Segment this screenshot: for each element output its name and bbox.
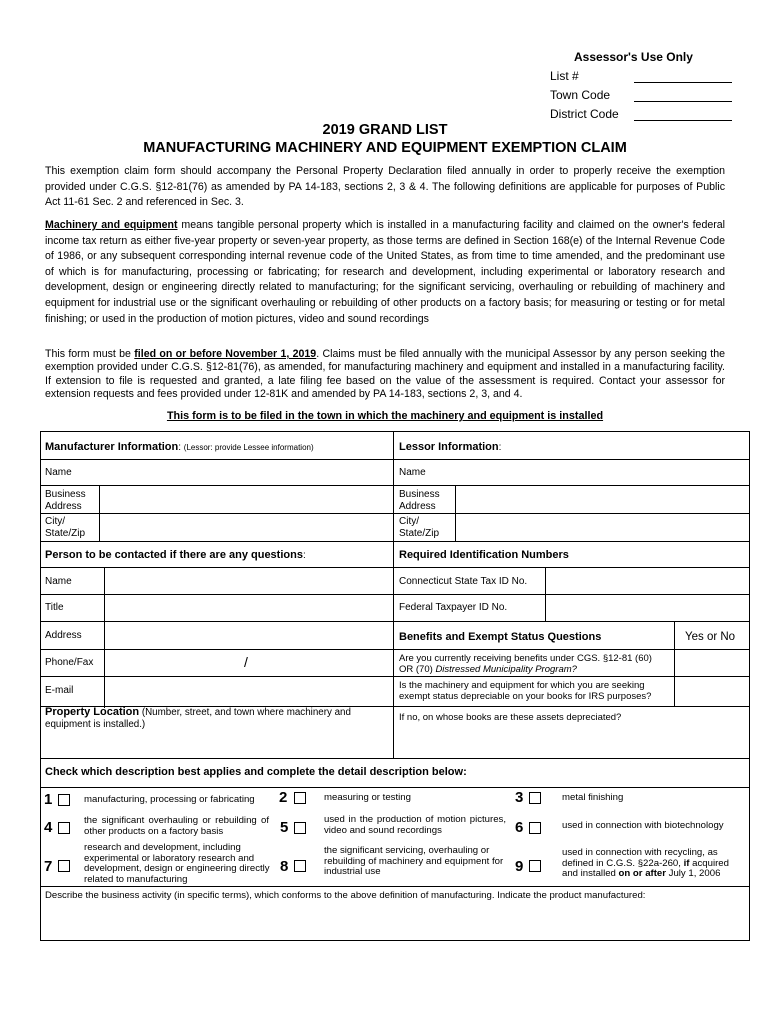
assessor-use-title: Assessor's Use Only [574, 50, 693, 64]
benefits-answer-1[interactable] [675, 650, 749, 676]
contact-title-field[interactable] [105, 595, 393, 621]
town-code-label: Town Code [550, 88, 611, 102]
manufacturer-city-field[interactable] [100, 514, 393, 541]
district-code-field[interactable] [634, 120, 732, 121]
option-2-number: 2 [279, 789, 288, 806]
town-code-field[interactable] [634, 101, 732, 102]
email-label: E-mail [45, 685, 74, 696]
depreciation-books-field[interactable] [394, 726, 749, 758]
option-1-text: manufacturing, processing or fabricating [84, 794, 255, 805]
option-1-number: 1 [44, 791, 53, 808]
option-5-checkbox[interactable] [294, 822, 306, 834]
filing-pre: This form must be [45, 348, 135, 360]
option-3-number: 3 [515, 789, 524, 806]
ids-title: Required Identification Numbers [399, 549, 569, 561]
phone-fax-field[interactable] [105, 650, 393, 676]
definition-text: means tangible personal property which is installed in a manufacturing facility and claimed on the owner's federal income tax return as either five-year property or seven-year property, as those terms are defined in Section 168(e) of the Internal Revenue Code of 1986, or any subsequent corresponding internal revenue code of the United States, as from time to time amended, and the predominant use of which is for manufacturing, processing or fabricating; for research and development, including experimental or laboratory research and development, design or engineering directly related to manufacturing; for the significant servicing, overhauling or rebuilding of machinery and equipment for industrial use or the significant overhauling or rebuilding of other products on a factory basis; for measuring or testing or for metal finishing; or used in the production of motion pictures, video and sound recordings [45, 219, 726, 325]
form-year-title: 2019 GRAND LIST [322, 122, 448, 138]
benefits-question-3: If no, on whose books are these assets depreciated? [399, 712, 622, 723]
contact-name-label: Name [45, 576, 72, 587]
check-title: Check which description best applies and complete the detail description below: [45, 766, 467, 778]
manufacturer-address-field[interactable] [100, 486, 393, 513]
contact-name-field[interactable] [105, 568, 393, 594]
option-9-number: 9 [515, 858, 524, 875]
contact-title-label: Title [45, 602, 64, 613]
property-location-field[interactable] [41, 733, 393, 758]
contact-address-label: Address [45, 630, 82, 641]
benefits-title: Benefits and Exempt Status Questions [399, 631, 602, 643]
option-4-number: 4 [44, 819, 53, 836]
manufacturer-note: (Lessor: provide Lessee information) [183, 443, 314, 452]
option-3-text: metal finishing [562, 792, 624, 803]
option-9-checkbox[interactable] [529, 860, 541, 872]
fed-tax-id-field[interactable] [546, 595, 749, 621]
option-4-checkbox[interactable] [58, 822, 70, 834]
option-8-checkbox[interactable] [294, 860, 306, 872]
contact-header: Person to be contacted if there are any questions: [45, 549, 306, 561]
definition-paragraph [45, 218, 725, 327]
phone-fax-separator: / [244, 654, 248, 670]
lessor-name-label: Name [399, 467, 426, 478]
manufacturer-header: Manufacturer Information: (Lessor: provide Lessee information) [45, 441, 314, 453]
option-8-text: the significant servicing, overhauling or rebuilding of machinery and equipment for industrial use [324, 845, 504, 878]
filing-post: . Claims must be filed annually with the municipal Assessor by any person seeking the exemption provided under C.G.S. §12-81(76), as amended, for manufacturing machinery and equipment and installed in a manufacturing facility. If extension to file is requested and granted, a late filing fee based on the value of the assessment is required. Contact your assessor for extension requests and fees provided under 12-81K and amended by PA 14-183, sections 2, 3, and 4. [45, 348, 726, 401]
describe-activity-field[interactable] [41, 904, 749, 940]
manufacturer-title: Manufacturer Information [45, 441, 179, 453]
definition-term: Machinery and equipment [45, 219, 178, 231]
option-9-text: used in connection with recycling, as defined in C.G.S. §22a-260, if acquired and installed on or after July 1, 2006 [562, 847, 729, 880]
fed-tax-id-label: Federal Taxpayer ID No. [399, 602, 508, 613]
option-5-number: 5 [280, 819, 289, 836]
option-4-text: the significant overhauling or rebuilding of other products on a factory basis [84, 815, 269, 837]
lessor-address-field[interactable] [456, 486, 749, 513]
list-number-field[interactable] [634, 82, 732, 83]
intro-paragraph: This exemption claim form should accompany the Personal Property Declaration filed annually in order to properly receive the exemption provided under C.G.S. §12-81(76) as amended by PA 14-183, sections 2, 3 & 4. The following definitions are applicable for purposes of Public Act 11-61 Sec. 2 and referenced in Sec. 3. [45, 165, 725, 209]
lessor-city-label: City/ State/Zip [399, 516, 440, 539]
option-5-text: used in the production of motion pictures, video and sound recordings [324, 814, 506, 836]
describe-activity-label: Describe the business activity (in specific terms), which conforms to the above definition of manufacturing. Indicate the product manufactured: [45, 890, 646, 901]
contact-title: Person to be contacted if there are any questions [45, 549, 303, 561]
manufacturer-city-label: City/ State/Zip [45, 516, 86, 539]
benefits-question-1: Are you currently receiving benefits under CGS. §12-81 (60) OR (70) Distressed Municipality Program? [399, 653, 652, 675]
filing-deadline: filed on or before November 1, 2019 [134, 348, 317, 360]
lessor-title: Lessor Information [399, 441, 499, 453]
ct-tax-id-label: Connecticut State Tax ID No. [399, 576, 528, 587]
option-7-text: research and development, including experimental or laboratory research and development, design or engineering directly related to manufacturing [84, 842, 270, 885]
lessor-address-label: Business Address [399, 489, 440, 512]
phone-fax-label: Phone/Fax [45, 657, 94, 668]
option-6-number: 6 [515, 819, 524, 836]
manufacturer-address-label: Business Address [45, 489, 86, 512]
lessor-header: Lessor Information: [399, 441, 502, 453]
list-number-label: List # [550, 69, 579, 83]
option-6-text: used in connection with biotechnology [562, 820, 724, 831]
email-field[interactable] [105, 677, 393, 706]
option-2-checkbox[interactable] [294, 792, 306, 804]
option-6-checkbox[interactable] [529, 822, 541, 834]
yes-no-header: Yes or No [685, 631, 736, 643]
ct-tax-id-field[interactable] [546, 568, 749, 594]
benefits-answer-2[interactable] [675, 677, 749, 706]
filing-paragraph [45, 348, 725, 402]
manufacturer-name-label: Name [45, 467, 72, 478]
option-3-checkbox[interactable] [529, 792, 541, 804]
option-7-number: 7 [44, 858, 53, 875]
benefits-question-2: Is the machinery and equipment for which you are seeking exempt status depreciable on your books for IRS purposes? [399, 680, 652, 702]
option-1-checkbox[interactable] [58, 794, 70, 806]
option-2-text: measuring or testing [324, 792, 411, 803]
file-town-note: This form is to be filed in the town in which the machinery and equipment is installed [166, 410, 604, 422]
contact-address-field[interactable] [105, 622, 393, 649]
property-location-label: Property Location (Number, street, and town where machinery and equipment is installed.) [45, 706, 351, 730]
option-7-checkbox[interactable] [58, 860, 70, 872]
district-code-label: District Code [550, 107, 619, 121]
lessor-city-field[interactable] [456, 514, 749, 541]
option-8-number: 8 [280, 858, 289, 875]
form-title: MANUFACTURING MACHINERY AND EQUIPMENT EXEMPTION CLAIM [143, 140, 627, 156]
